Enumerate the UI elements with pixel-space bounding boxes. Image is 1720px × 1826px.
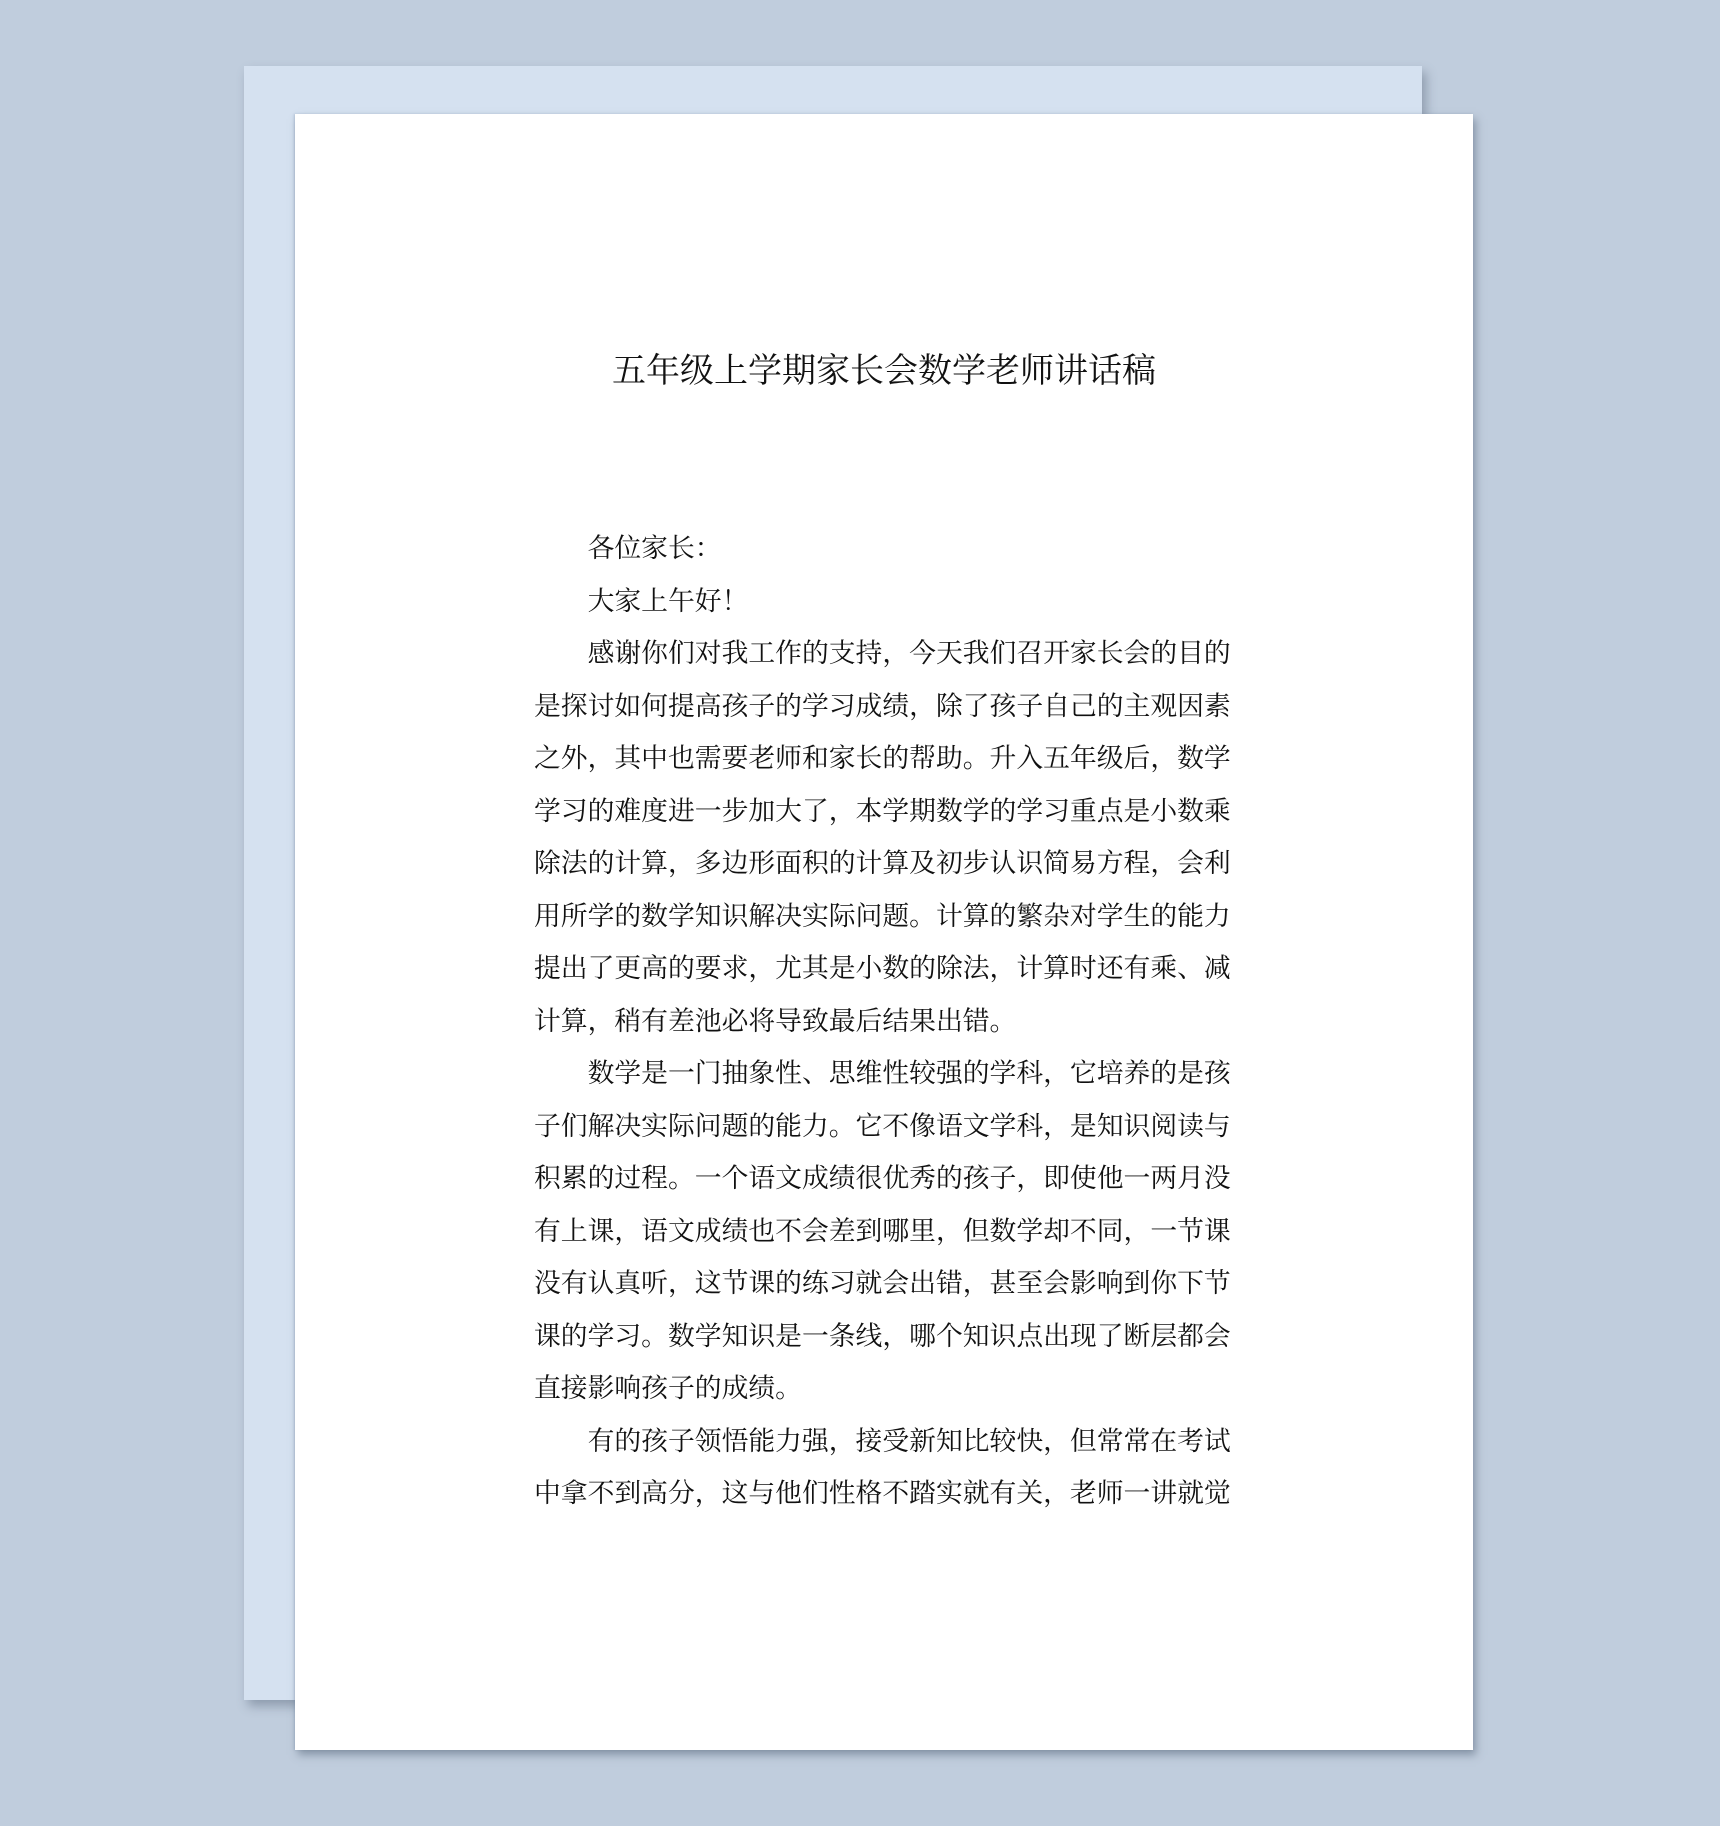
body-line: 提出了更高的要求，尤其是小数的除法，计算时还有乘、减	[534, 953, 1231, 984]
body-line: 直接影响孩子的成绩。	[534, 1373, 802, 1404]
body-line: 中拿不到高分，这与他们性格不踏实就有关，老师一讲就觉	[534, 1478, 1231, 1509]
body-line: 除法的计算，多边形面积的计算及初步认识简易方程，会利	[534, 848, 1231, 879]
body-line: 课的学习。数学知识是一条线，哪个知识点出现了断层都会	[534, 1320, 1231, 1352]
document-body	[534, 523, 1234, 1521]
body-line: 计算，稍有差池必将导致最后结果出错。	[534, 1005, 1017, 1037]
body-line: 用所学的数学知识解决实际问题。计算的繁杂对学生的能力	[534, 900, 1231, 932]
body-line: 感谢你们对我工作的支持，今天我们召开家长会的目的	[587, 638, 1231, 669]
body-line: 各位家长：	[587, 533, 722, 564]
body-line: 数学是一门抽象性、思维性较强的学科，它培养的是孩	[587, 1058, 1231, 1089]
body-line: 大家上午好！	[587, 585, 749, 617]
body-line: 学习的难度进一步加大了，本学期数学的学习重点是小数乘	[534, 795, 1231, 827]
body-line: 有的孩子领悟能力强，接受新知比较快，但常常在考试	[587, 1425, 1231, 1457]
body-line: 是探讨如何提高孩子的学习成绩，除了孩子自己的主观因素	[534, 690, 1231, 722]
body-line: 子们解决实际问题的能力。它不像语文学科，是知识阅读与	[534, 1110, 1231, 1142]
body-line: 没有认真听，这节课的练习就会出错，甚至会影响到你下节	[534, 1268, 1231, 1299]
document-title: 五年级上学期家长会数学老师讲话稿	[612, 351, 1156, 391]
front-page-sheet	[295, 114, 1473, 1750]
body-line: 有上课，语文成绩也不会差到哪里，但数学却不同，一节课	[534, 1215, 1231, 1247]
body-line: 积累的过程。一个语文成绩很优秀的孩子，即使他一两月没	[534, 1163, 1231, 1194]
body-line: 之外，其中也需要老师和家长的帮助。升入五年级后，数学	[534, 743, 1231, 774]
